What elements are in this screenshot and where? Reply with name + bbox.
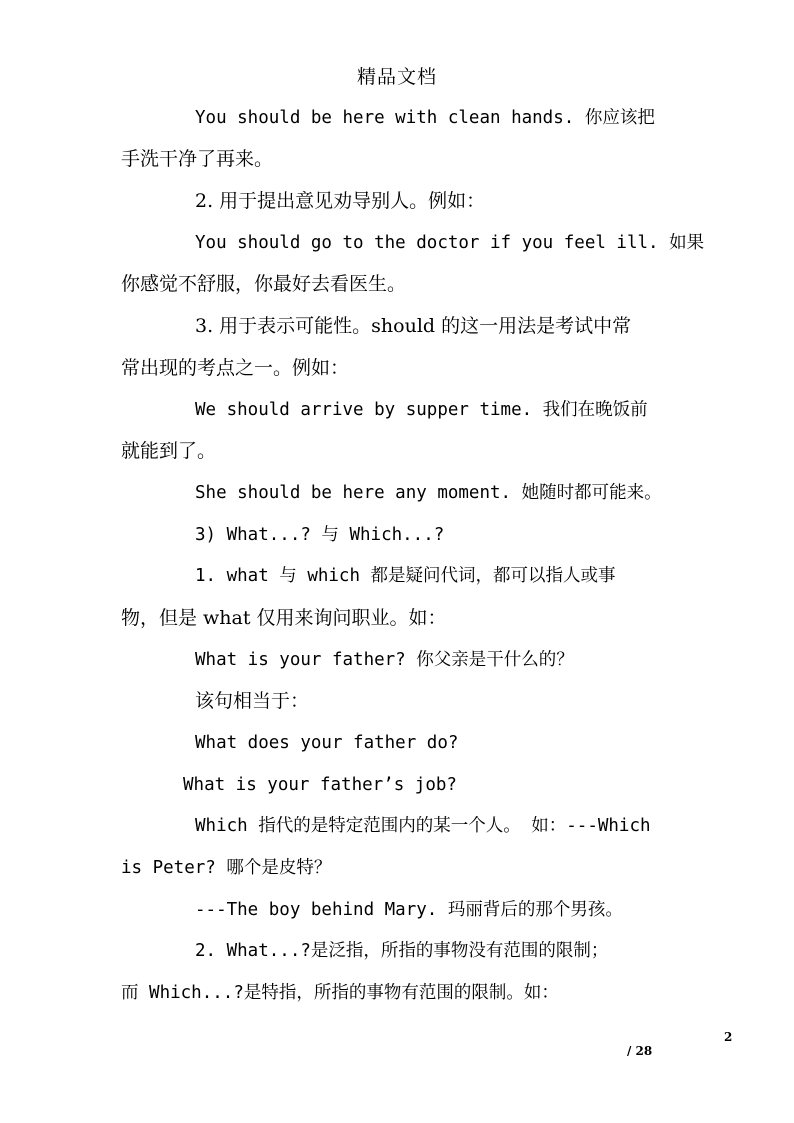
page-total: / 28 (627, 1044, 653, 1058)
text-line: 常出现的考点之一。例如： (121, 357, 350, 379)
text-line: ---The boy behind Mary. 玛丽背后的那个男孩。 (195, 900, 623, 920)
text-line: You should be here with clean hands. 你应该把 (195, 108, 655, 128)
text-line: is Peter? 哪个是皮特？ (121, 858, 332, 878)
text-line: 手洗干净了再来。 (121, 148, 274, 170)
text-line: 你感觉不舒服，你最好去看医生。 (121, 273, 407, 295)
text-line: 2. What...?是泛指，所指的事物没有范围的限制； (195, 941, 609, 961)
page-header-title: 精品文档 (356, 66, 437, 88)
text-line: We should arrive by supper time. 我们在晚饭前 (195, 400, 648, 420)
text-line: What is your father? 你父亲是干什么的？ (195, 650, 574, 670)
text-line: She should be here any moment. 她随时都可能来。 (195, 483, 662, 503)
text-line: 而 Which...?是特指，所指的事物有范围的限制。如： (121, 983, 559, 1003)
text-line: What is your father’s job? (183, 775, 457, 795)
text-line: 1. what 与 which 都是疑问代词，都可以指人或事 (195, 566, 616, 586)
text-line: What does your father do? (195, 733, 459, 753)
text-line: 2. 用于提出意见劝导别人。例如： (195, 190, 486, 212)
text-line: 3) What...? 与 Which...? (195, 525, 445, 545)
text-line: 就能到了。 (121, 440, 217, 462)
page-number: 2 (724, 1030, 733, 1044)
text-line: You should go to the doctor if you feel ill. 如果 (195, 233, 705, 253)
text-line: Which 指代的是特定范围内的某一个人。 如：---Which (195, 816, 651, 836)
text-line: 该句相当于： (195, 690, 310, 712)
text-line: 物，但是 what 仅用来询问职业。如： (121, 607, 447, 629)
text-line: 3. 用于表示可能性。should 的这一用法是考试中常 (195, 315, 632, 337)
